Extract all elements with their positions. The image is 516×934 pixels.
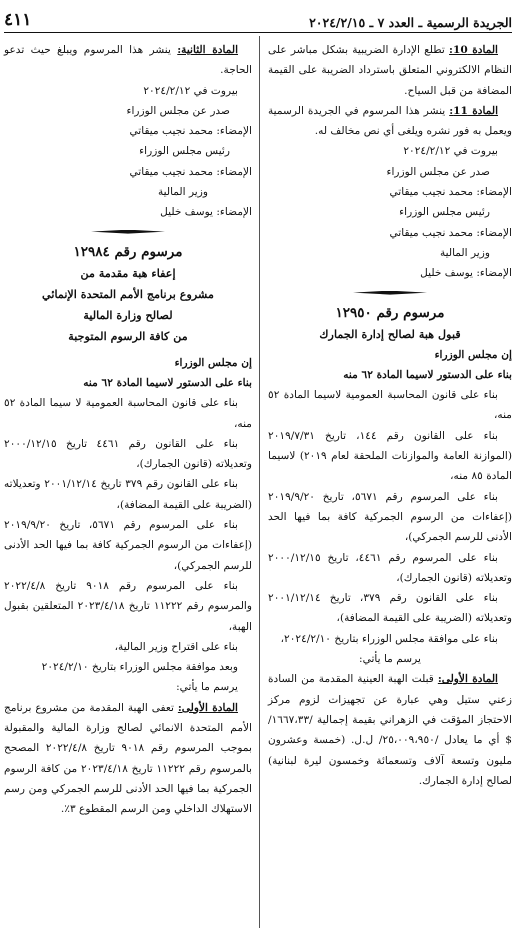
signature: الإمضاء: يوسف خليل xyxy=(160,206,252,219)
official-title: رئيس مجلس الوزراء xyxy=(399,206,490,219)
basis-item: بناء على اقتراح وزير المالية، xyxy=(114,640,238,653)
signature: الإمضاء: محمد نجيب ميقاتي xyxy=(389,226,512,239)
article-text: تطلع الإدارة الضريبية بشكل مباشر على النظام الالكتروني المتعلق باسترداد الضريبة على القيمة المضافة من قبل السياح. xyxy=(268,44,512,97)
right-column xyxy=(268,40,512,791)
place-date: بيروت في ٢٠٢٤/٢/١٢ xyxy=(403,145,498,158)
constitution-basis: بناء على الدستور لاسيما المادة ٦٢ منه xyxy=(83,376,252,389)
page-header xyxy=(4,6,512,33)
column-divider xyxy=(259,36,260,928)
official-title: رئيس مجلس الوزراء xyxy=(139,145,230,158)
official-title: وزير المالية xyxy=(439,246,490,259)
basis-item: بناء على المرسوم رقم ٤٤٦١، تاريخ ٢٠٠٠/١٢/١٥ وتعديلاته (قانون الجمارك)، xyxy=(268,551,512,584)
article-text: ينشر هذا المرسوم ويبلغ حيث تدعو الحاجة. xyxy=(4,44,252,77)
separator-ornament xyxy=(4,223,252,241)
basis-item: بناء على القانون رقم ٣٧٩، تاريخ ٢٠٠١/١٢/١٤ وتعديلاته (الضريبة على القيمة المضافة)، xyxy=(268,592,512,625)
gazette-title: الجريدة الرسمية ـ العدد ٧ ـ ٢٠٢٤/٢/١٥ xyxy=(309,15,512,30)
left-column xyxy=(4,40,252,820)
council-heading: إن مجلس الوزراء xyxy=(434,348,512,361)
basis-item: وبعد موافقة مجلس الوزراء بتاريخ ٢٠٢٤/٢/١٠ xyxy=(41,661,238,674)
basis-item: بناء على قانون المحاسبة العمومية لا سيما المادة ٥٢ منه، xyxy=(4,397,252,430)
article-11 xyxy=(268,101,512,142)
article-1 xyxy=(4,698,252,820)
basis-item: بناء على القانون رقم ٣٧٩ تاريخ ٢٠٠١/١٢/١٤ وتعديلاته (الضريبة على القيمة المضافة)، xyxy=(4,478,252,511)
article-10 xyxy=(268,40,512,101)
constitution-basis: بناء على الدستور لاسيما المادة ٦٢ منه xyxy=(343,368,512,381)
signature: الإمضاء: محمد نجيب ميقاتي xyxy=(129,125,252,138)
article-label: المادة الأولى: xyxy=(177,701,238,714)
decree-subtitle: من كافة الرسوم المتوجبة xyxy=(68,328,188,343)
decree-subtitle: مشروع برنامج الأمم المتحدة الإنمائي xyxy=(42,286,214,301)
article-label: المادة 10: xyxy=(449,44,498,56)
article-text: قبلت الهبة العينية المقدمة من السادة زعني ستيل وهي عبارة عن تجهيزات لزوم مركز الاحتجاز المؤقت في الزهراني بقيمة إجمالية /١٦٦٧،٣٣/ $ أي ما يعادل /٢٥،٠٠٩،٩٥٠/ ل.ل. (خمسة وعشرون مليون وتسعة آلاف وتسعمائة وخمسون ليرة لبنانية) لصالح إدارة الجمارك. xyxy=(268,673,512,787)
article-1 xyxy=(268,669,512,791)
signature: الإمضاء: محمد نجيب ميقاتي xyxy=(389,186,512,199)
council-heading: إن مجلس الوزراء xyxy=(174,356,252,369)
decree-subtitle: لصالح وزارة المالية xyxy=(83,307,173,322)
decree-title: مرسوم رقم ١٢٩٥٠ xyxy=(335,304,445,321)
decrees-line: يرسم ما يأتي: xyxy=(176,681,238,694)
place-date: بيروت في ٢٠٢٤/٢/١٢ xyxy=(143,84,238,97)
article-text: ينشر هذا المرسوم في الجريدة الرسمية ويعمل به فور نشره ويلغى أي نص مخالف له. xyxy=(268,104,512,138)
separator-ornament xyxy=(268,284,512,302)
page-number: ٤١١ xyxy=(4,10,32,30)
official-title: وزير المالية xyxy=(157,186,208,199)
issued-by: صدر عن مجلس الوزراء xyxy=(386,165,490,178)
basis-item: بناء على المرسوم رقم ٥٦٧١، تاريخ ٢٠١٩/٩/٢٠ (إعفاءات من الرسوم الجمركية كافة بما فيها الحد الأدنى للرسم الجمركي)، xyxy=(268,490,512,544)
article-label: المادة الأولى: xyxy=(437,673,498,686)
article-label: المادة الثانية: xyxy=(177,44,239,56)
signature: الإمضاء: محمد نجيب ميقاتي xyxy=(129,165,252,178)
decree-subtitle: إعفاء هبة مقدمة من xyxy=(80,265,176,280)
basis-item: بناء على قانون المحاسبة العمومية لاسيما المادة ٥٢ منه، xyxy=(268,389,512,422)
article-label: المادة 11: xyxy=(449,104,499,117)
basis-item: بناء على القانون رقم ٤٤٦١ تاريخ ٢٠٠٠/١٢/١٥ وتعديلاته (قانون الجمارك)، xyxy=(4,437,252,471)
decree-title: مرسوم رقم ١٢٩٨٤ xyxy=(73,243,183,260)
decrees-line: يرسم ما يأتي: xyxy=(359,653,421,666)
article-text: تعفى الهبة المقدمة من مشروع برنامج الأمم المتحدة الانمائي لصالح وزارة المالية والمقبولة بموجب المرسوم رقم ٩٠١٨ تاريخ ٢٠٢٢/٤/٨ المصحح بالمرسوم رقم ١١٢٢٢ تاريخ ٢٠٢٣/٤/١٨ من كافة الرسوم الجمركية بما فيها الحد الأدنى للرسم الجمركي ومن رسم الاستهلاك الداخلي ومن الرسم المقطوع ٣٪. xyxy=(4,701,252,816)
basis-item: بناء على موافقة مجلس الوزراء بتاريخ ٢٠٢٤/٢/١٠، xyxy=(280,632,498,645)
issued-by: صدر عن مجلس الوزراء xyxy=(126,104,230,117)
decree-subtitle: قبول هبة لصالح إدارة الجمارك xyxy=(319,326,461,341)
article-2 xyxy=(4,40,252,81)
basis-item: بناء على القانون رقم ١٤٤، تاريخ ٢٠١٩/٧/٣١ (الموازنة العامة والموازنات الملحقة لعام ٢٠١٩) لاسيما المادة ٨٥ منه، xyxy=(268,429,513,483)
basis-item: بناء على المرسوم رقم ٥٦٧١، تاريخ ٢٠١٩/٩/٢٠ (إعفاءات من الرسوم الجمركية كافة بما فيها الحد الأدنى للرسم الجمركي)، xyxy=(4,519,252,572)
signature: الإمضاء: يوسف خليل xyxy=(420,267,512,280)
basis-item: بناء على المرسوم رقم ٩٠١٨ تاريخ ٢٠٢٢/٤/٨ والمرسوم رقم ١١٢٢٢ تاريخ ٢٠٢٣/٤/١٨ المتعلقين بقبول الهبة، xyxy=(4,579,252,633)
